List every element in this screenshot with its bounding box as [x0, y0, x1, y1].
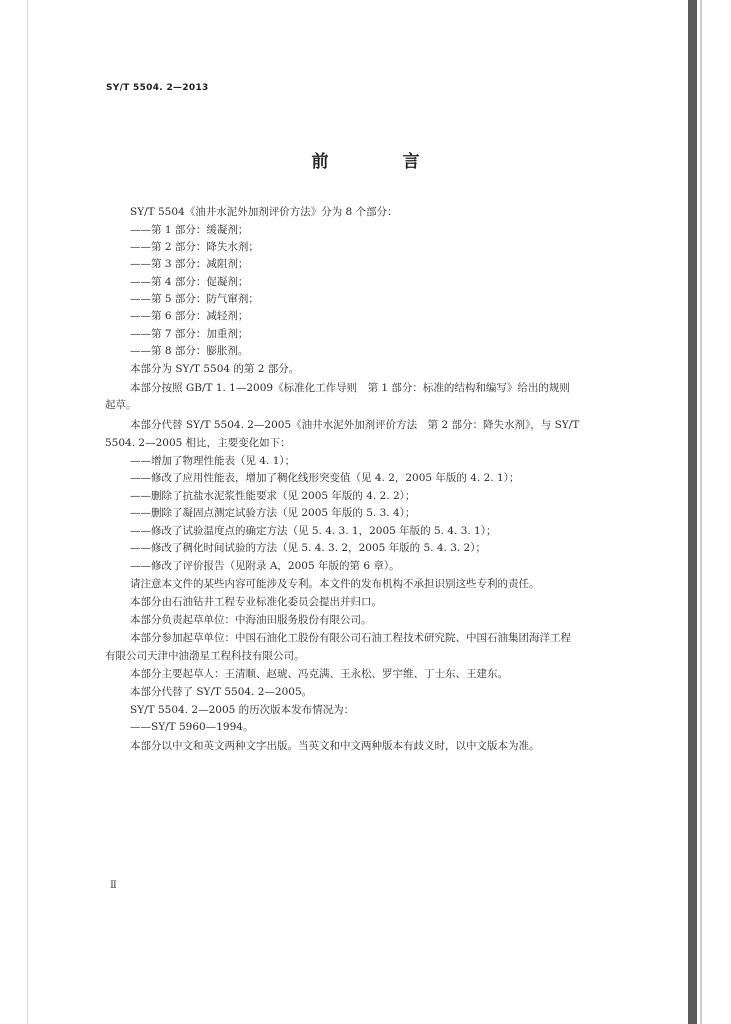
text-line: 请注意本文件的某些内容可能涉及专利。本文件的发布机构不承担识别这些专利的责任。: [130, 578, 540, 590]
text-line: 起草。: [105, 399, 137, 411]
text-line: SY/T 5504. 2—2005 的历次版本发布情况为：: [130, 704, 355, 716]
text-line: 本部分以中文和英文两种文字出版。当英文和中文两种版本有歧义时，以中文版本为准。: [130, 740, 540, 752]
text-line: 本部分负责起草单位：中海油田服务股份有限公司。: [130, 614, 372, 626]
text-line: 有限公司天津中油渤星工程科技有限公司。: [105, 650, 305, 662]
text-line: 本部分代替 SY/T 5504. 2—2005《油井水泥外加剂评价方法 第 2 部分：降失水剂》，与 SY/T: [130, 419, 580, 431]
text-line: ——修改了应用性能表，增加了稠化线形突变值（见 4. 2，2005 年版的 4. 2. 1）；: [130, 472, 520, 484]
text-line: 本部分参加起草单位：中国石油化工股份有限公司石油工程技术研究院、中国石油集团海洋工程: [130, 632, 571, 644]
text-line: ——第 1 部分：缓凝剂；: [130, 224, 249, 236]
text-line: ——SY/T 5960—1994。: [130, 721, 254, 733]
text-line: 本部分为 SY/T 5504 的第 2 部分。: [130, 363, 300, 375]
text-line: 本部分按照 GB/T 1. 1—2009《标准化工作导则 第 1 部分：标准的结构和编写》给出的规则: [130, 382, 570, 394]
text-line: ——增加了物理性能表（见 4. 1）；: [130, 455, 296, 467]
text-line: ——第 7 部分：加重剂；: [130, 328, 249, 340]
text-line: ——修改了试验温度点的确定方法（见 5. 4. 3. 1，2005 年版的 5. 4. 3. 1）；: [130, 525, 497, 537]
page-number: Ⅱ: [110, 880, 117, 891]
text-line: ——第 2 部分：降失水剂；: [130, 241, 259, 253]
text-line: 本部分主要起草人：王清顺、赵琥、冯克满、王永松、罗宇维、丁士东、王建东。: [130, 668, 508, 680]
text-line: 本部分由石油钻井工程专业标准化委员会提出并归口。: [130, 596, 382, 608]
text-line: ——修改了稠化时间试验的方法（见 5. 4. 3. 2，2005 年版的 5. 4. 3. 2）；: [130, 542, 486, 554]
text-line: ——第 4 部分：促凝剂；: [130, 276, 249, 288]
text-line: ——删除了抗盐水泥浆性能要求（见 2005 年版的 4. 2. 2）；: [130, 490, 416, 502]
text-line: ——删除了凝固点测定试验方法（见 2005 年版的 5. 3. 4）；: [130, 507, 416, 519]
standard-code-header: SY/T 5504. 2—2013: [106, 83, 209, 93]
text-line: ——修改了评价报告（见附录 A，2005 年版的第 6 章）。: [130, 560, 400, 572]
text-line: ——第 5 部分：防气窜剂；: [130, 293, 259, 305]
text-line: ——第 8 部分：膨胀剂。: [130, 345, 249, 357]
text-line: 5504. 2—2005 相比，主要变化如下：: [105, 437, 291, 449]
text-line: ——第 3 部分：减阻剂；: [130, 258, 249, 270]
text-line: 本部分代替了 SY/T 5504. 2—2005。: [130, 686, 313, 698]
text-line: ——第 6 部分：减轻剂；: [130, 310, 249, 322]
text-line: SY/T 5504《油井水泥外加剂评价方法》分为 8 个部分：: [130, 206, 398, 218]
page-title: 前 言: [311, 152, 454, 172]
